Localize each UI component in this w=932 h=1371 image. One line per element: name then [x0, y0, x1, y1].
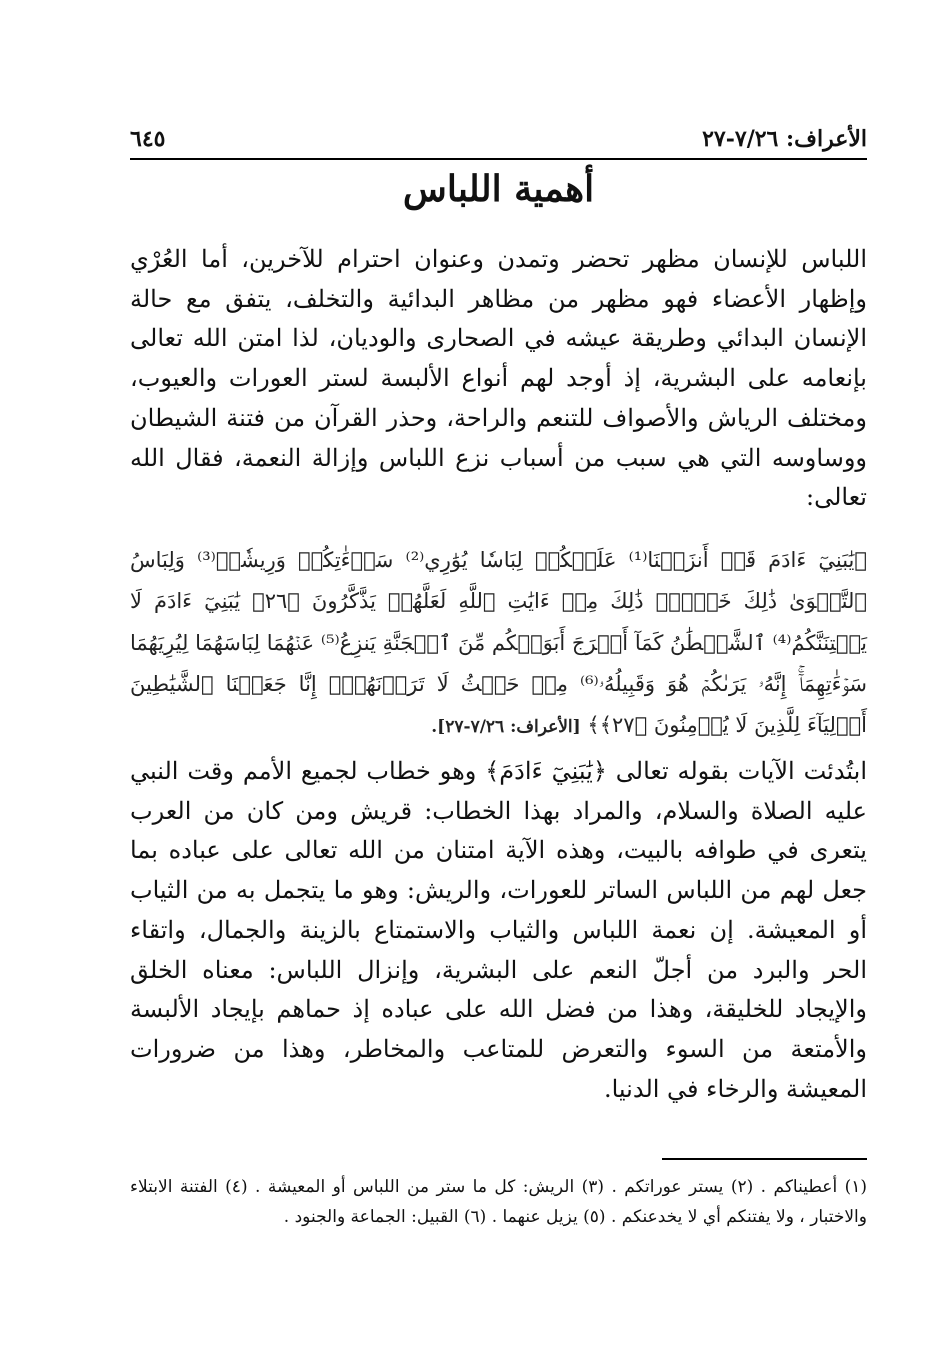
section-title: أهمية اللباس: [402, 168, 595, 210]
quran-verse: [130, 540, 867, 748]
page-header: [130, 112, 867, 160]
verse-reference: [الأعراف: ٧/٢٦-٢٧].: [431, 717, 581, 738]
footnote-divider: [662, 1158, 867, 1160]
verse-text: ﴿يَٰبَنِيٓ ءَادَمَ قَدۡ أَنزَلۡنَا⁽¹⁾ عَلَيۡكُمۡ لِبَاسٗا يُوَٰرِي⁽²⁾ سَوۡءَٰتِكُمۡ وَرِيشٗاۖ⁽³⁾ وَلِبَاسُ ٱلتَّقۡوَىٰ ذَٰلِكَ خَيۡرٞۚ ذَٰلِكَ مِنۡ ءَايَٰتِ ٱللَّهِ لَعَلَّهُمۡ يَذَّكَّرُونَ ﴿٢٦﴾ يَٰبَنِيٓ ءَادَمَ لَا يَفۡتِنَنَّكُمُ⁽⁴⁾ ٱلشَّيۡطَٰنُ كَمَآ أَخۡرَجَ أَبَوَيۡكُم مِّنَ ٱلۡجَنَّةِ يَنزِعُ⁽⁵⁾ عَنۡهُمَا لِبَاسَهُمَا لِيُرِيَهُمَا سَوۡءَٰتِهِمَآۚ إِنَّهُۥ يَرَىٰكُمۡ هُوَ وَقَبِيلُهُۥ⁽⁶⁾ مِنۡ حَيۡثُ لَا تَرَوۡنَهُمۡۗ إِنَّا جَعَلۡنَا ٱلشَّيَٰطِينَ أَوۡلِيَآءَ لِلَّذِينَ لَا يُؤۡمِنُونَ ﴿٢٧﴾﴾: [130, 548, 867, 738]
surah-reference: الأعراف: ٧/٢٦-٢٧: [702, 126, 867, 152]
page-number: ٦٤٥: [130, 126, 166, 152]
intro-paragraph: اللباس للإنسان مظهر تحضر وتمدن وعنوان احترام للآخرين، أما العُرْي وإظهار الأعضاء فهو مظهر من مظاهر البدائية والتخلف، يتفق مع حالة الإنسان البدائي وطريقة عيشه في الصحارى والوديان، لذا امتن الله تعالى بإنعامه على البشرية، إذ أوجد لهم أنواع الألبسة لستر العورات والعيوب، ومختلف الرياش والأصواف للتنعم والراحة، وحذر القرآن من فتنة الشيطان ووساوسه التي هي سبب من أسباب نزع اللباس وإزالة النعمة، فقال الله تعالى:: [130, 245, 867, 512]
footnotes: (١) أعطيناكم . (٢) يستر عوراتكم . (٣) الريش: كل ما ستر من اللباس أو المعيشة . (٤) الفتنة الابتلاء والاختبار ، ولا يفتنكم أي لا يخدعنكم . (٥) يزيل عنهما . (٦) القبيل: الجماعة والجنود .: [130, 1177, 868, 1227]
commentary-paragraph: ابتُدئت الآيات بقوله تعالى ﴿يَٰبَنِيٓ ءَادَمَ﴾ وهو خطاب لجميع الأمم وقت النبي عليه الصلاة والسلام، والمراد بهذا الخطاب: قريش ومن كان من العرب يتعرى في طوافه بالبيت، وهذه الآية امتنان من الله تعالى على عباده بما جعل لهم من اللباس الساتر للعورات، والريش: وهو ما يتجمل به من الثياب أو المعيشة. إن نعمة اللباس والثياب والاستمتاع بالزينة والجمال، واتقاء الحر والبرد من أجلّ النعم على البشرية، وإنزال اللباس: معناه الخلق والإيجاد للخليقة، وهذا من فضل الله على عباده إذ حماهم بإيجاد الألبسة والأمتعة من السوء والتعرض للمتاعب والمخاطر، وهذا من ضرورات المعيشة والرخاء في الدنيا.: [130, 757, 867, 1103]
